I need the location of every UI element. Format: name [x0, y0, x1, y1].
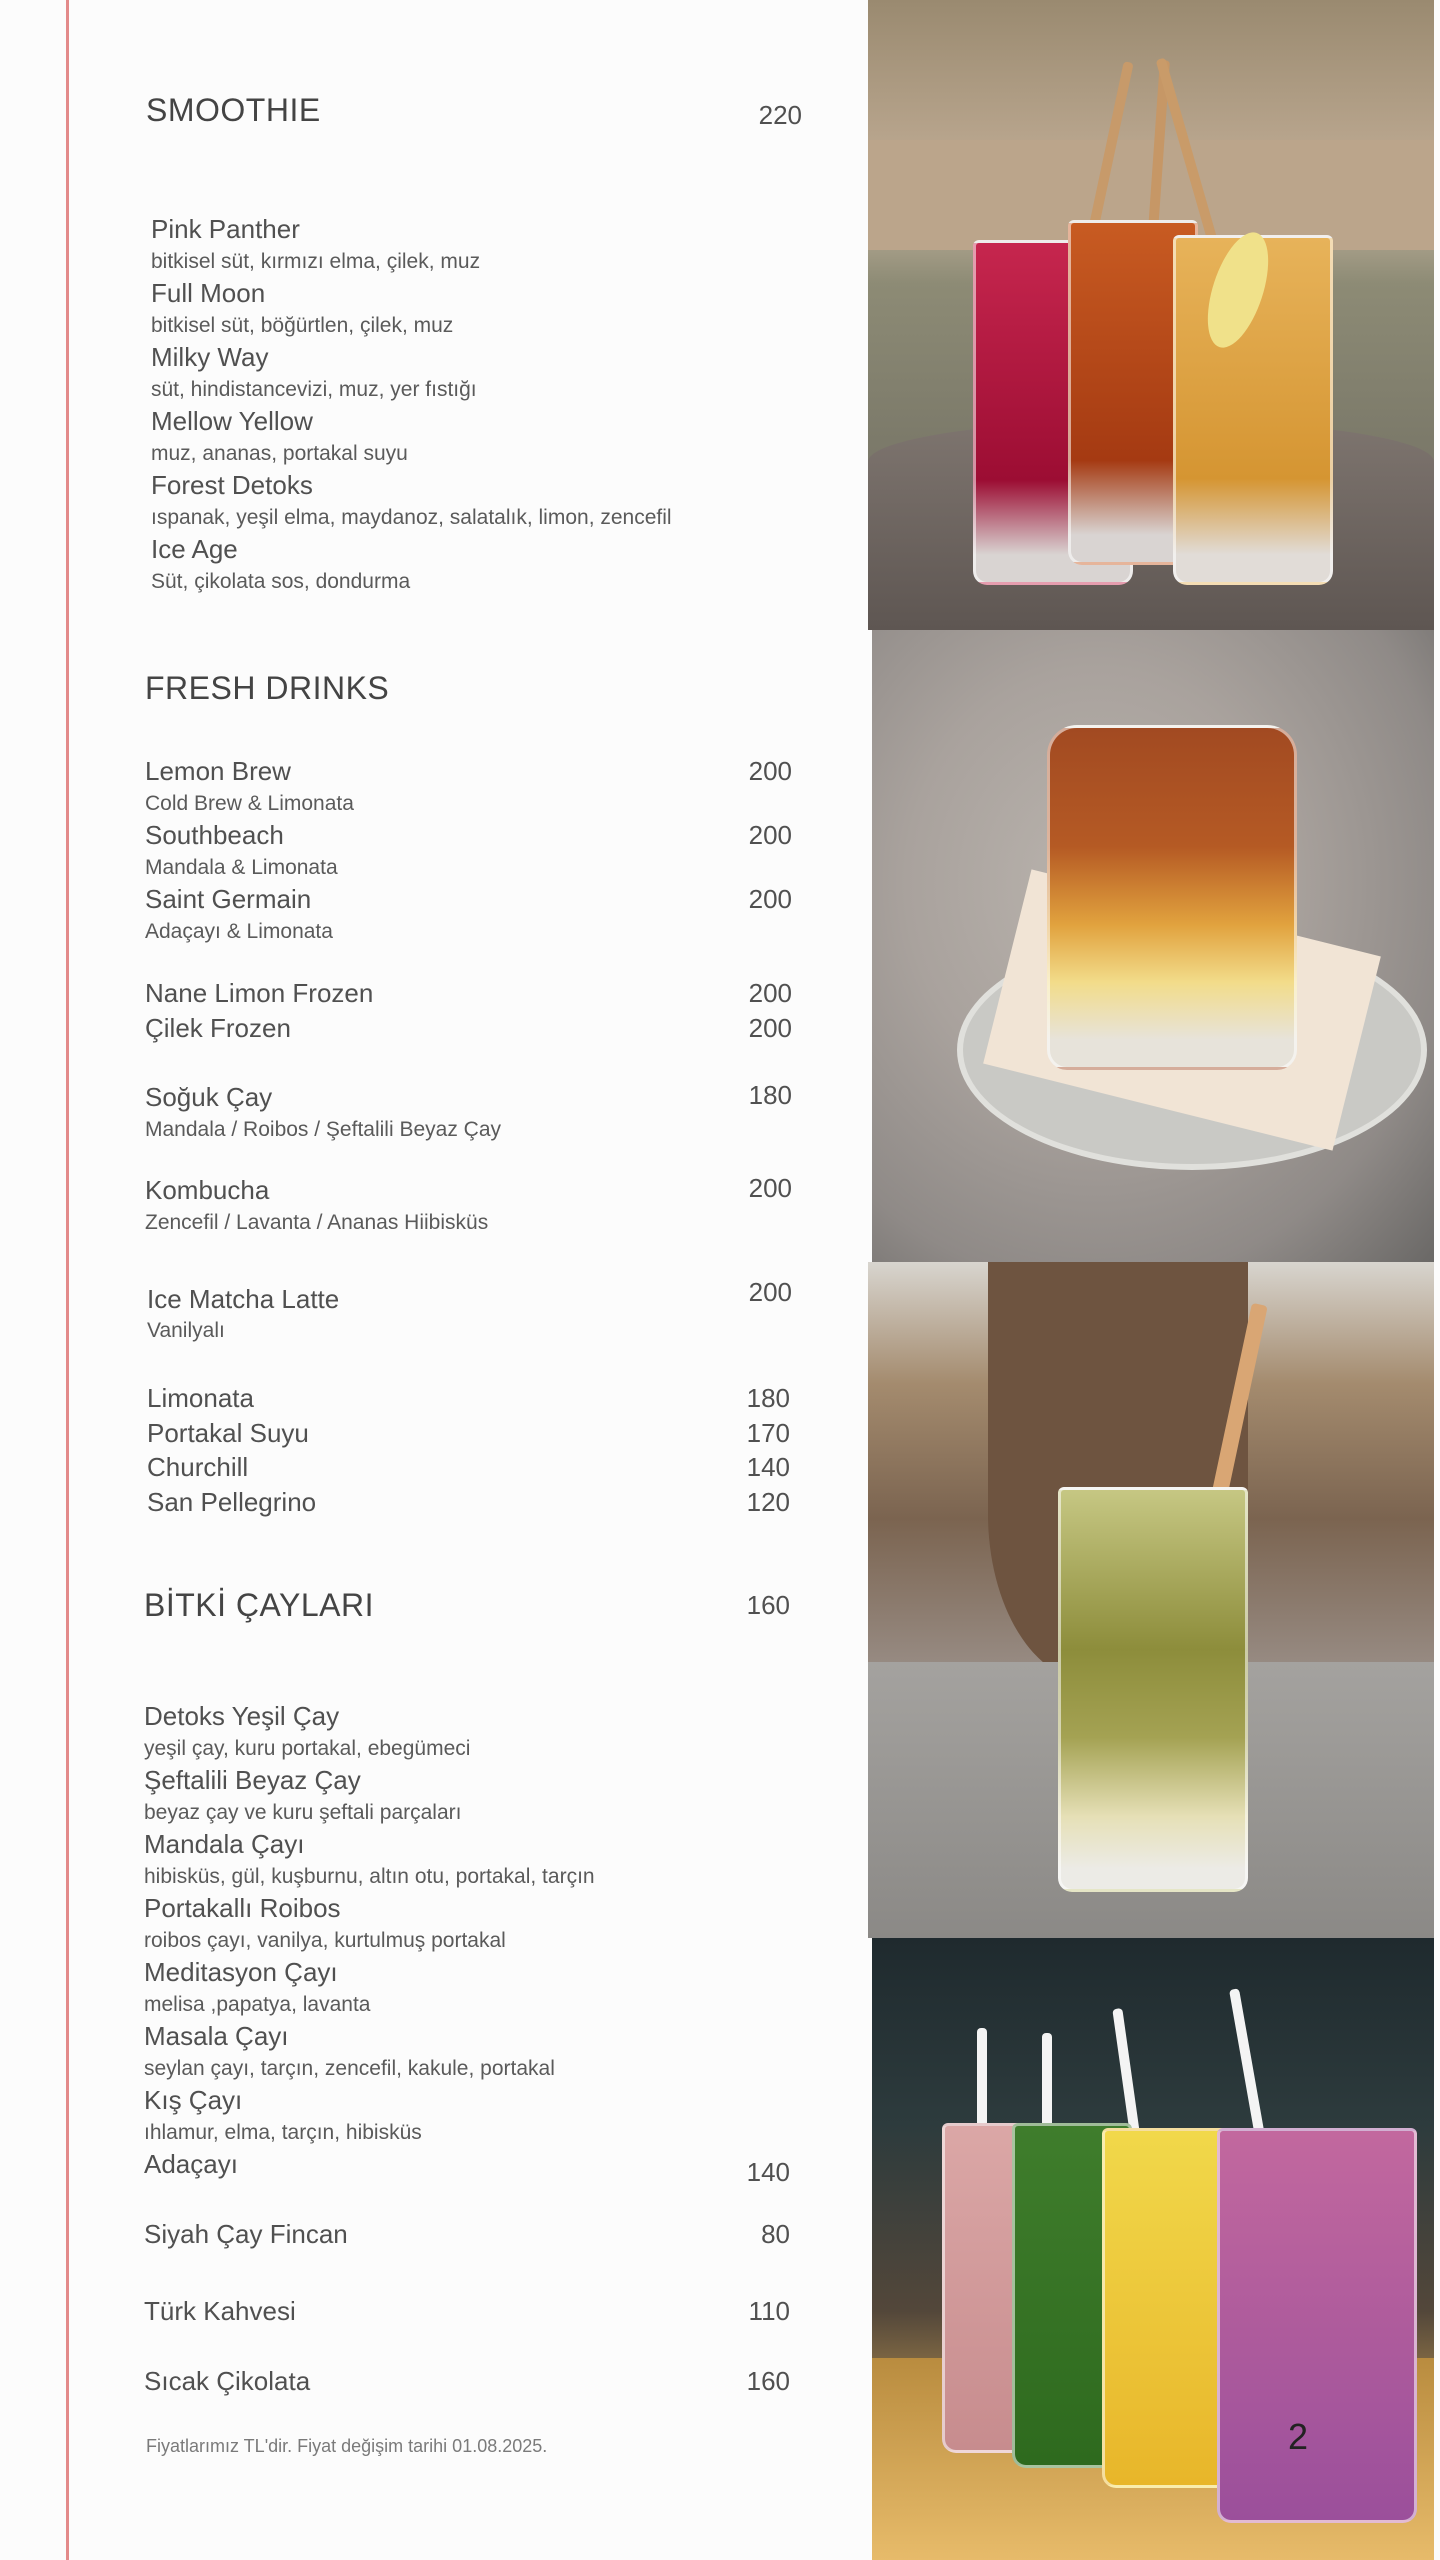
menu-item-price: 160	[746, 2366, 790, 2396]
matcha-latte-photo	[868, 1262, 1434, 1938]
menu-item-price: 200	[748, 978, 792, 1008]
menu-item-name: Mellow Yellow	[151, 406, 313, 436]
menu-item-name: Masala Çayı	[144, 2021, 289, 2051]
menu-item-price: 120	[746, 1487, 790, 1517]
smoothie-mugs-photo	[872, 1938, 1434, 2560]
menu-item-name: Milky Way	[151, 342, 269, 372]
menu-item-name: Kombucha	[145, 1175, 270, 1205]
herbal-tea-price: 160	[746, 1590, 790, 1620]
page-margin-line	[66, 0, 69, 2560]
menu-item-name: Ice Age	[151, 534, 238, 564]
menu-item-name: Lemon Brew	[145, 756, 291, 786]
menu-item-price: 200	[748, 1013, 792, 1043]
menu-item-desc: muz, ananas, portakal suyu	[151, 442, 408, 465]
menu-item-name: San Pellegrino	[147, 1487, 317, 1517]
menu-item-name: Sıcak Çikolata	[144, 2366, 311, 2396]
menu-item-name: Forest Detoks	[151, 470, 313, 500]
menu-item-price: 200	[748, 756, 792, 786]
smoothie-drinks-photo	[868, 0, 1434, 630]
menu-item-price: 110	[748, 2296, 790, 2326]
menu-item-name: Adaçayı	[144, 2149, 238, 2179]
menu-item-name: Meditasyon Çayı	[144, 1957, 338, 1987]
menu-item-price: 140	[746, 2157, 790, 2187]
smoothie-heading: SMOOTHIE	[146, 92, 321, 128]
menu-item-name: Full Moon	[151, 278, 266, 308]
menu-item-desc: Mandala & Limonata	[145, 856, 338, 879]
menu-item-name: Kış Çayı	[144, 2085, 243, 2115]
lemon-brew-photo	[872, 630, 1434, 1262]
menu-item-desc: bitkisel süt, böğürtlen, çilek, muz	[151, 314, 454, 337]
menu-item-name: Siyah Çay Fincan	[144, 2219, 348, 2249]
menu-item-price: 200	[748, 1277, 792, 1307]
menu-item-desc: yeşil çay, kuru portakal, ebegümeci	[144, 1737, 471, 1760]
menu-item-desc: Zencefil / Lavanta / Ananas Hiibisküs	[145, 1211, 489, 1234]
menu-item-name: Ice Matcha Latte	[147, 1284, 340, 1314]
menu-item-desc: Cold Brew & Limonata	[145, 792, 354, 815]
menu-item-name: Şeftalili Beyaz Çay	[144, 1765, 361, 1795]
page-number: 2	[1288, 2416, 1309, 2457]
menu-item-desc: seylan çayı, tarçın, zencefil, kakule, portakal	[144, 2057, 555, 2080]
menu-item-name: Pink Panther	[151, 214, 300, 244]
menu-item-desc: süt, hindistancevizi, muz, yer fıstığı	[151, 378, 477, 401]
menu-item-desc: ıhlamur, elma, tarçın, hibisküs	[144, 2121, 422, 2144]
menu-item-name: Portakal Suyu	[147, 1418, 309, 1448]
price-note: Fiyatlarımız TL'dir. Fiyat değişim tarihi 01.08.2025.	[146, 2436, 548, 2456]
menu-item-desc: melisa ,papatya, lavanta	[144, 1993, 371, 2016]
menu-item-name: Detoks Yeşil Çay	[144, 1701, 340, 1731]
menu-item-price: 180	[746, 1383, 790, 1413]
menu-item-price: 200	[748, 884, 792, 914]
menu-item-price: 200	[748, 1173, 792, 1203]
menu-item-name: Limonata	[147, 1383, 254, 1413]
menu-item-price: 200	[748, 820, 792, 850]
smoothie-price: 220	[758, 100, 802, 130]
menu-item-name: Nane Limon Frozen	[145, 978, 374, 1008]
menu-item-desc: bitkisel süt, kırmızı elma, çilek, muz	[151, 250, 481, 273]
menu-item-desc: Süt, çikolata sos, dondurma	[151, 570, 411, 593]
menu-item-desc: Adaçayı & Limonata	[145, 920, 333, 943]
menu-item-name: Saint Germain	[145, 884, 312, 914]
menu-item-name: Southbeach	[145, 820, 284, 850]
menu-item-desc: ıspanak, yeşil elma, maydanoz, salatalık, limon, zencefil	[151, 506, 672, 529]
menu-item-price: 140	[746, 1452, 790, 1482]
menu-item-desc: hibisküs, gül, kuşburnu, altın otu, portakal, tarçın	[144, 1865, 595, 1888]
menu-item-name: Churchill	[147, 1452, 249, 1482]
menu-item-price: 180	[748, 1080, 792, 1110]
menu-item-desc: roibos çayı, vanilya, kurtulmuş portakal	[144, 1929, 506, 1952]
menu-item-desc: Mandala / Roibos / Şeftalili Beyaz Çay	[145, 1118, 502, 1141]
menu-item-price: 170	[746, 1418, 790, 1448]
herbal-tea-heading: BİTKİ ÇAYLARI	[144, 1587, 374, 1623]
menu-item-desc: beyaz çay ve kuru şeftali parçaları	[144, 1801, 462, 1824]
menu-item-name: Soğuk Çay	[145, 1082, 273, 1112]
menu-item-name: Portakallı Roibos	[144, 1893, 341, 1923]
menu-item-name: Çilek Frozen	[145, 1013, 291, 1043]
menu-item-name: Türk Kahvesi	[144, 2296, 296, 2326]
menu-item-name: Mandala Çayı	[144, 1829, 305, 1859]
fresh-drinks-heading: FRESH DRINKS	[145, 670, 390, 706]
menu-item-price: 80	[761, 2219, 790, 2249]
menu-item-desc: Vanilyalı	[147, 1319, 225, 1342]
